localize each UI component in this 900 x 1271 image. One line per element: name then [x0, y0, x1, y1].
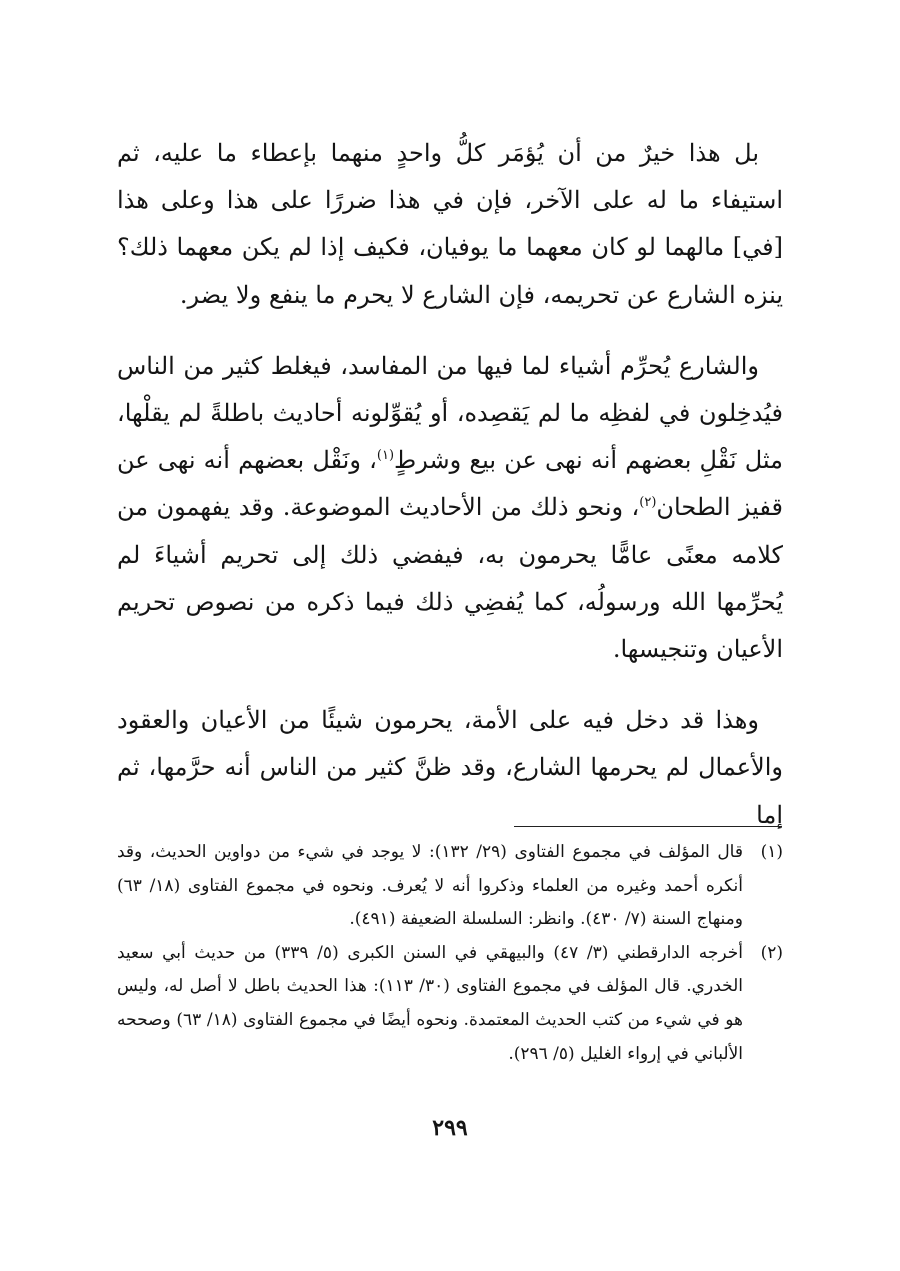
footnote-text: قال المؤلف في مجموع الفتاوى (٢٩/ ١٣٢): لا يوجد في شيء من دواوين الحديث، وقد أنكره أحمد وغيره من العلماء وذكروا أنه لا يُعرف. ونحوه في مجموع الفتاوى (١٨/ ٦٣) ومنهاج السنة (٧/ ٤٣٠). وانظر: السلسلة الضعيفة (٤٩١).	[117, 842, 743, 930]
footnotes	[117, 836, 783, 1071]
footnote-2	[117, 937, 783, 1071]
footnote-number: (١)	[760, 842, 783, 862]
footnote-1	[117, 836, 783, 937]
footnote-text: أخرجه الدارقطني (٣/ ٤٧) والبيهقي في السنن الكبرى (٥/ ٣٣٩) من حديث أبي سعيد الخدري. قال المؤلف في مجموع الفتاوى (٣٠/ ١١٣): هذا الحديث باطل لا أصل له، وليس هو في شيء من كتب الحديث المعتمدة. ونحوه أيضًا في مجموع الفتاوى (١٨/ ٦٣) وصححه الألباني في إرواء الغليل (٥/ ٢٩٦).	[117, 942, 743, 1064]
footnote-ref-2[interactable]: (٢)	[639, 495, 657, 511]
page-number: ٢٩٩	[432, 1115, 468, 1141]
footnote-number: (٢)	[760, 942, 783, 963]
footnote-divider	[514, 826, 782, 827]
main-text	[117, 130, 783, 863]
footnote-ref-1[interactable]: (١)	[376, 448, 395, 464]
paragraph-1: بل هذا خيرٌ من أن يُؤمَر كلُّ واحدٍ منهما بإعطاء ما عليه، ثم استيفاء ما له على الآخر، فإن في هذا ضررًا على هذا وعلى هذا [في] مالهما لو كان معهما ما يوفيان، فكيف إذا لم يكن معهما ذلك؟ ينزه الشارع عن تحريمه، فإن الشارع لا يحرم ما ينفع ولا يضر.	[117, 139, 783, 309]
paragraph-2-part-1: والشارع يُحرِّم أشياء لما فيها من المفاسد، فيغلط كثير من الناس فيُدخِلون في لفظِه ما لم يَقصِده، أو يُقوِّلونه أحاديث باطلةً لم يقلْها، مثل نَقْلِ بعضهم أنه نهى عن بيع وشرطٍ	[117, 351, 783, 475]
paragraph-2-part-3: ، ونحو ذلك من الأحاديث الموضوعة. وقد يفهمون من كلامه معنًى عامًّا يحرمون به، فيفضي ذلك إلى تحريم أشياءَ لم يُحرِّمها الله ورسولُه، كما يُفضِي ذلك فيما ذكره من نصوص تحريم الأعيان وتنجيسها.	[117, 493, 783, 664]
paragraph-2-part-2: ، ونَقْل بعضهم أنه نهى عن قفيز الطحان	[117, 446, 783, 522]
paragraph-2	[117, 343, 783, 673]
paragraph-3: وهذا قد دخل فيه على الأمة، يحرمون شيئًا من الأعيان والعقود والأعمال لم يحرمها الشارع، وقد ظنَّ كثير من الناس أنه حرَّمها، ثم إما	[117, 706, 783, 829]
